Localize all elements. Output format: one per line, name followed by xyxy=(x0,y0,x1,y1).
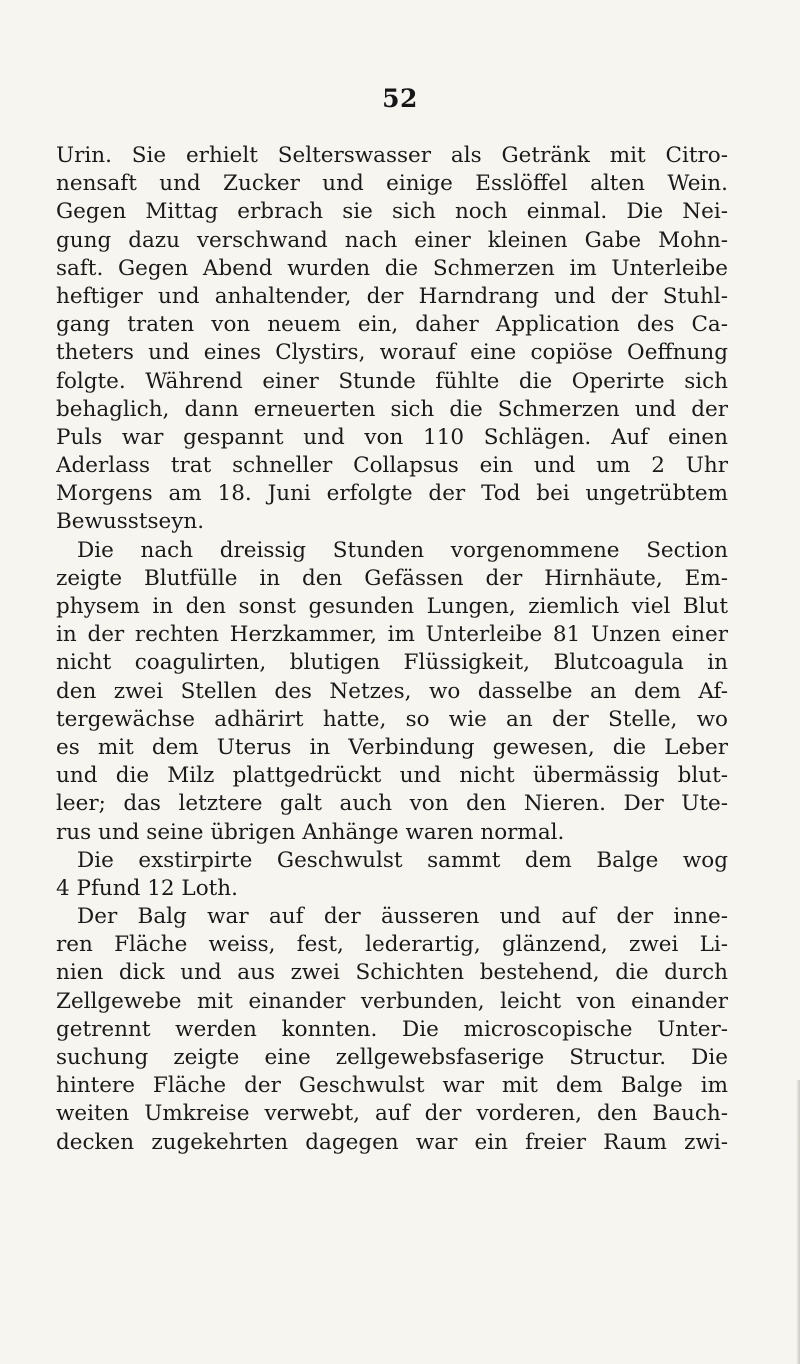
text-line: getrennt werden konnten. Die microscopische Unter- xyxy=(56,1016,728,1042)
text-line: Aderlass trat schneller Collapsus ein und um 2 Uhr xyxy=(56,453,728,479)
text-line: behaglich, dann erneuerten sich die Schmerzen und der xyxy=(56,396,728,422)
page-number: 52 xyxy=(382,84,418,113)
text-line: gung dazu verschwand nach einer kleinen Gabe Mohn- xyxy=(56,227,728,253)
text-line: den zwei Stellen des Netzes, wo dasselbe an dem Af- xyxy=(56,678,728,704)
text-line: in der rechten Herzkammer, im Unterleibe 81 Unzen einer xyxy=(56,622,728,648)
text-line: Puls war gespannt und von 110 Schlägen. Auf einen xyxy=(56,424,728,450)
text-line: physem in den sonst gesunden Lungen, ziemlich viel Blut xyxy=(56,594,728,619)
page-edge-shadow xyxy=(796,1080,800,1364)
body-text xyxy=(56,142,728,1157)
text-line: Urin. Sie erhielt Selterswasser als Getränk mit Citro- xyxy=(56,143,728,168)
text-line: tergewächse adhärirt hatte, so wie an der Stelle, wo xyxy=(56,706,728,732)
text-line: leer; das letztere galt auch von den Nieren. Der Ute- xyxy=(56,791,728,817)
text-line: heftiger und anhaltender, der Harndrang und der Stuhl- xyxy=(56,283,728,309)
text-line: 4 Pfund 12 Loth. xyxy=(56,875,238,901)
text-line: hintere Fläche der Geschwulst war mit dem Balge im xyxy=(56,1073,728,1099)
text-line: folgte. Während einer Stunde fühlte die Operirte sich xyxy=(56,368,728,394)
text-line: zeigte Blutfülle in den Gefässen der Hirnhäute, Em- xyxy=(56,565,728,591)
text-line: nicht coagulirten, blutigen Flüssigkeit, Blutcoagula in xyxy=(56,650,728,676)
text-line: und die Milz plattgedrückt und nicht übermässig blut- xyxy=(56,763,728,789)
text-line: Morgens am 18. Juni erfolgte der Tod bei ungetrübtem xyxy=(56,481,728,507)
text-line: saft. Gegen Abend wurden die Schmerzen im Unterleibe xyxy=(56,255,728,281)
text-line: rus und seine übrigen Anhänge waren normal. xyxy=(56,819,565,845)
text-line: theters und eines Clystirs, worauf eine copiöse Oeffnung xyxy=(56,340,728,366)
text-line: es mit dem Uterus in Verbindung gewesen, die Leber xyxy=(56,734,728,760)
text-line: gang traten von neuem ein, daher Application des Ca- xyxy=(56,312,728,338)
text-line: Die nach dreissig Stunden vorgenommene Section xyxy=(77,537,728,563)
text-line: Bewusstseyn. xyxy=(56,509,205,535)
text-line: ren Fläche weiss, fest, lederartig, glänzend, zwei Li- xyxy=(56,932,728,958)
text-line: decken zugekehrten dagegen war ein freier Raum zwi- xyxy=(56,1129,728,1155)
text-line: nien dick und aus zwei Schichten bestehend, die durch xyxy=(56,960,728,986)
text-line: Zellgewebe mit einander verbunden, leicht von einander xyxy=(56,988,728,1014)
text-line: Die exstirpirte Geschwulst sammt dem Balge wog xyxy=(77,847,728,873)
text-line: weiten Umkreise verwebt, auf der vorderen, den Bauch- xyxy=(56,1101,728,1127)
text-line: Der Balg war auf der äusseren und auf der inne- xyxy=(77,904,728,930)
text-line: nensaft und Zucker und einige Esslöffel alten Wein. xyxy=(56,171,728,197)
text-line: Gegen Mittag erbrach sie sich noch einmal. Die Nei- xyxy=(56,199,728,225)
text-line: suchung zeigte eine zellgewebsfaserige Structur. Die xyxy=(56,1045,728,1070)
